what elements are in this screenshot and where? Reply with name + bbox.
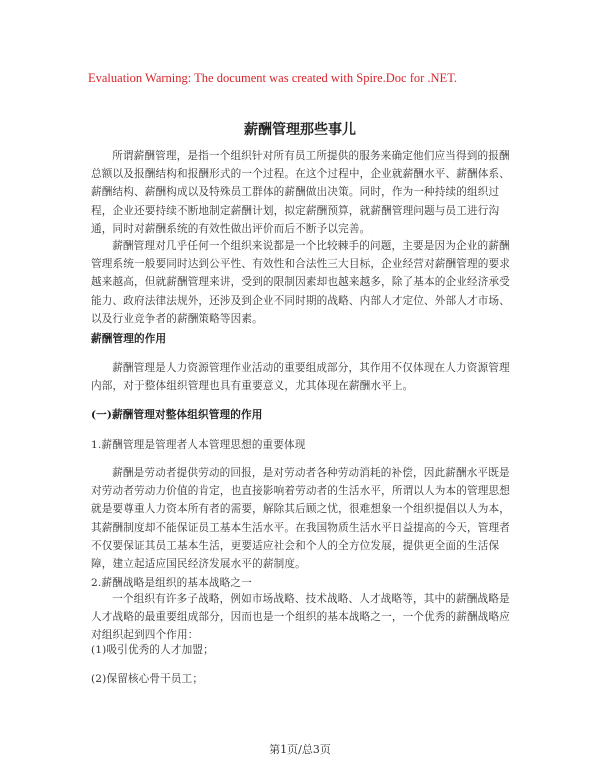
paragraph-text: 1.薪酬管理是管理者人本管理思想的重要体现 (91, 439, 306, 451)
evaluation-warning: Evaluation Warning: The document was created with Spire.Doc for .NET. (88, 71, 458, 85)
paragraph-text: 薪酬管理对几乎任何一个组织来说都是一个比较棘手的问题，主要是因为企业的薪酬管理系统一般要同时达到公平性、有效性和合法性三大目标，企业经营对薪酬管理的要求越来越高，但就薪酬管理来讲，受到的限制因素却也越来越多，除了基本的企业经济承受能力、政府法律法规外，还涉及到企业不同时期的战略、内部人才定位、外部人才市场、以及行业竞争者的薪酬策略等因素。 (91, 240, 511, 325)
paragraph-strategy (91, 590, 511, 645)
paragraph-role (91, 359, 511, 395)
paragraph-text: 薪酬管理是人力资源管理作业活动的重要组成部分，其作用不仅体现在人力资源管理内部，对于整体组织管理也具有重要意义，尤其体现在薪酬水平上。 (91, 362, 510, 393)
paragraph-text: 2.薪酬战略是组织的基本战略之一 (91, 577, 252, 589)
paragraph-text: 一个组织有许多子战略，例如市场战略、技术战略、人才战略等，其中的薪酬战略是人才战略的最重要组成部分，因而也是一个组织的基本战略之一，一个优秀的薪酬战略应对组织起到四个作用： (91, 593, 511, 642)
list-item-text: (2)保留核心骨干员工； (91, 673, 204, 685)
paragraph-definition (91, 147, 511, 238)
point-1-heading (91, 436, 511, 454)
list-item-2 (91, 670, 511, 688)
list-item-text: (1)吸引优秀的人才加盟； (91, 644, 214, 656)
heading-text: 薪酬管理的作用 (91, 333, 167, 345)
heading-text: (一)薪酬管理对整体组织管理的作用 (91, 409, 263, 421)
section-heading (91, 330, 511, 348)
page-number: 第1页/总3页 (269, 743, 331, 756)
subsection-heading (91, 406, 511, 424)
paragraph-text: 薪酬是劳动者提供劳动的回报，是对劳动者各种劳动消耗的补偿，因此薪酬水平既是对劳动者劳动力价值的肯定，也直接影响着劳动者的生活水平，所谓以人为本的管理思想就是要尊重人力资本所有者的需要，解除其后顾之忧，很难想象一个组织提倡以人为本，其薪酬制度却不能保证员工基本生活水平。在我国物质生活水平日益提高的今天，管理者不仅要保证其员工基本生活，更要适应社会和个人的全方位发展，提供更全面的生活保障，建立起适应国民经济发展水平的薪制度。 (91, 467, 511, 571)
paragraph-difficulty (91, 237, 511, 328)
list-item-1 (91, 641, 511, 659)
document-title: 薪酬管理那些事儿 (244, 122, 356, 138)
paragraph-text: 所谓薪酬管理，是指一个组织针对所有员工所提供的服务来确定他们应当得到的报酬总额以及报酬结构和报酬形式的一个过程。在这个过程中，企业就薪酬水平、薪酬体系、薪酬结构、薪酬构成以及特殊员工群体的薪酬做出决策。同时，作为一种持续的组织过程，企业还要持续不断地制定薪酬计划，拟定薪酬预算，就薪酬管理问题与员工进行沟通，同时对薪酬系统的有效性做出评价而后不断予以完善。 (91, 150, 511, 235)
paragraph-human-oriented (91, 464, 511, 573)
